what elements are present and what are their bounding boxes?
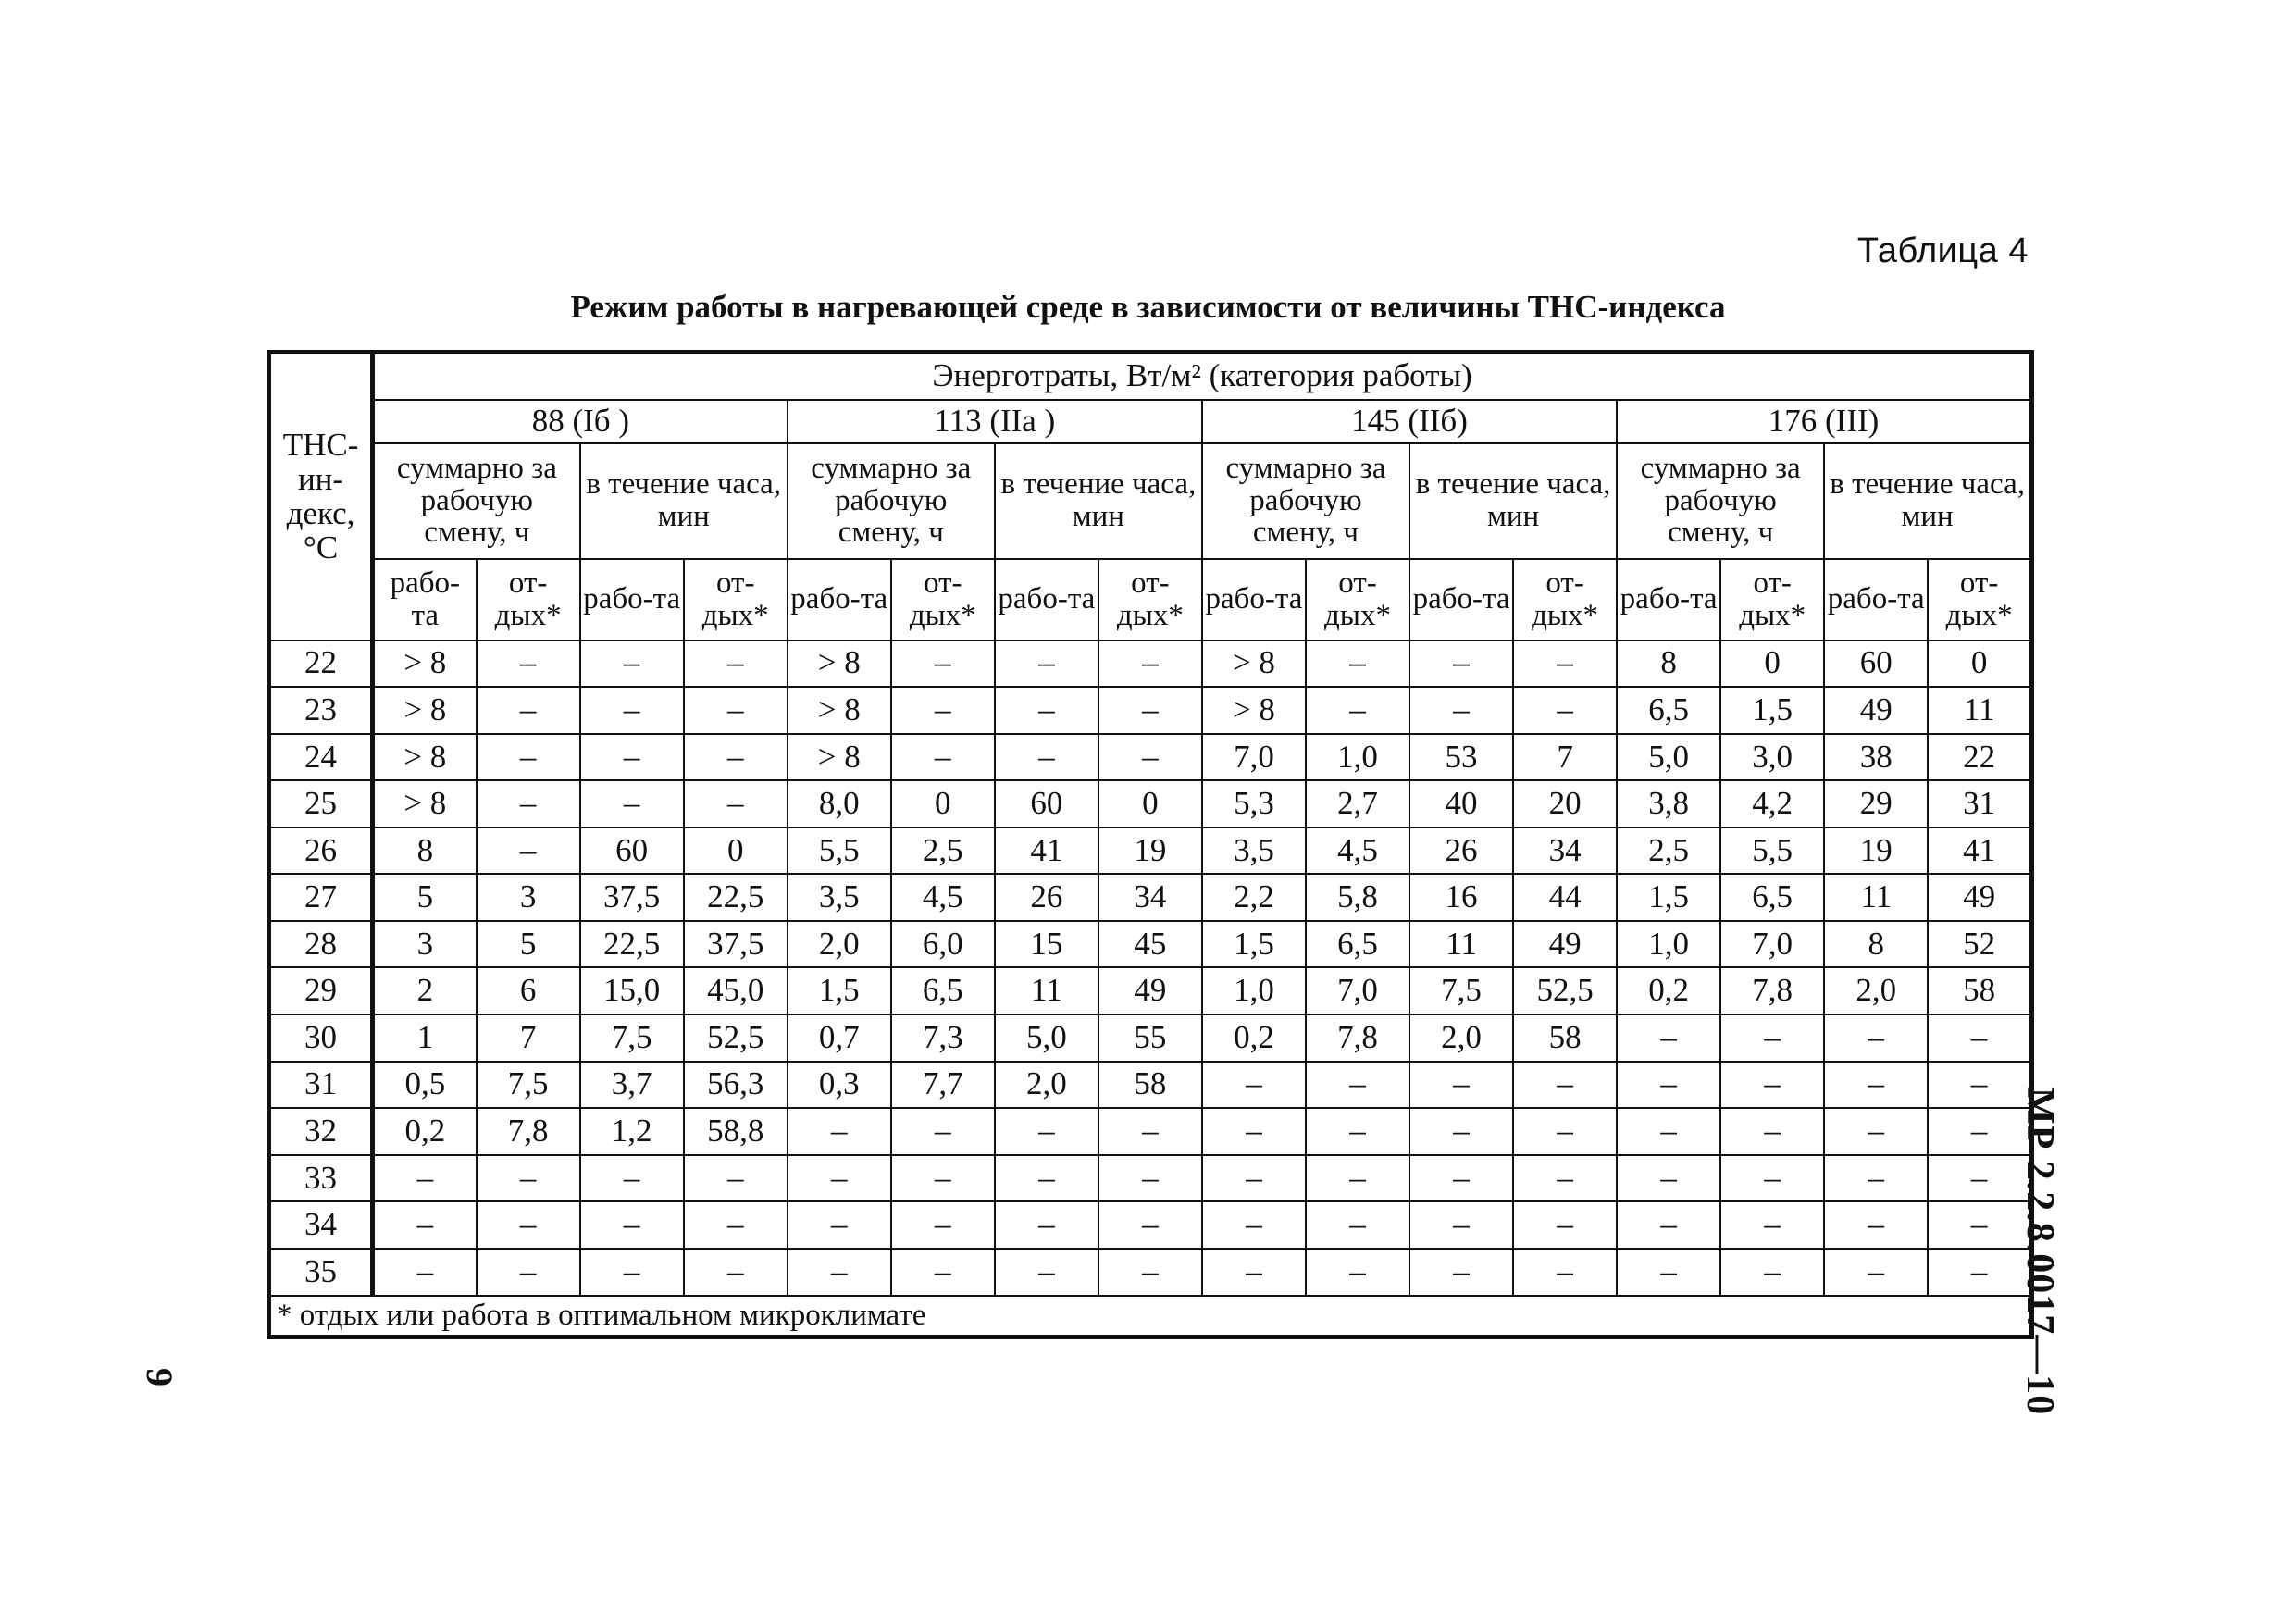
table-cell: – — [1720, 1014, 1824, 1062]
table-cell: > 8 — [373, 780, 477, 827]
table-cell: 55 — [1098, 1014, 1202, 1062]
table-cell: 0,2 — [373, 1108, 477, 1155]
thc-index-cell: 26 — [269, 827, 373, 875]
work-header: рабо-та — [1617, 559, 1720, 641]
table-cell: 4,5 — [1306, 827, 1409, 875]
table-cell: – — [477, 734, 580, 781]
table-cell: – — [1824, 1155, 1928, 1202]
table-cell: 29 — [1824, 780, 1928, 827]
table-cell: 45 — [1098, 921, 1202, 968]
table-cell: 7,8 — [1306, 1014, 1409, 1062]
table-cell: – — [1306, 641, 1409, 688]
thc-index-cell: 29 — [269, 967, 373, 1014]
table-row — [269, 1108, 2032, 1155]
table-cell: – — [580, 1249, 684, 1296]
table-cell: – — [1098, 1108, 1202, 1155]
table-cell: 5 — [373, 874, 477, 921]
table-cell: 40 — [1409, 780, 1513, 827]
table-cell: 19 — [1824, 827, 1928, 875]
table-cell: 7,5 — [580, 1014, 684, 1062]
table-cell: – — [1098, 1201, 1202, 1249]
table-row — [269, 687, 2032, 734]
shift-total-header: суммарно за рабочую смену, ч — [373, 443, 580, 559]
table-cell: 37,5 — [684, 921, 788, 968]
table-title: Режим работы в нагревающей среде в зависимости от величины ТНС-индекса — [570, 289, 1726, 325]
table-cell: – — [1720, 1062, 1824, 1109]
table-cell: – — [788, 1155, 891, 1202]
table-cell: – — [1098, 641, 1202, 688]
table-cell: – — [580, 1201, 684, 1249]
table-cell: 1,0 — [1202, 967, 1306, 1014]
table-cell: – — [1098, 1155, 1202, 1202]
table-cell: 7,7 — [891, 1062, 995, 1109]
table-cell: – — [1513, 1201, 1617, 1249]
table-cell: – — [580, 734, 684, 781]
table-cell: – — [1409, 1249, 1513, 1296]
energy-header: Энерготраты, Вт/м² (категория работы) — [373, 353, 2032, 400]
work-header: рабо-та — [995, 559, 1098, 641]
table-cell: – — [373, 1249, 477, 1296]
table-cell: 1 — [373, 1014, 477, 1062]
table-cell: – — [1824, 1108, 1928, 1155]
table-cell: 0 — [684, 827, 788, 875]
table-cell: 26 — [995, 874, 1098, 921]
table-cell: – — [580, 1155, 684, 1202]
table-cell: – — [891, 687, 995, 734]
rest-header: от-дых* — [1306, 559, 1409, 641]
table-cell: – — [1409, 641, 1513, 688]
table-cell: 44 — [1513, 874, 1617, 921]
table-cell: 8 — [373, 827, 477, 875]
table-number-label: Таблица 4 — [1856, 231, 2029, 270]
thc-index-cell: 24 — [269, 734, 373, 781]
table-cell: – — [995, 1155, 1098, 1202]
table-cell: – — [1409, 1108, 1513, 1155]
table-cell: – — [1928, 1062, 2031, 1109]
table-cell: 49 — [1513, 921, 1617, 968]
table-cell: 5,8 — [1306, 874, 1409, 921]
table-cell: 60 — [995, 780, 1098, 827]
table-cell: – — [1306, 1108, 1409, 1155]
table-cell: 0,7 — [788, 1014, 891, 1062]
table-cell: 0 — [1098, 780, 1202, 827]
table-cell: – — [1409, 1201, 1513, 1249]
table-cell: 8,0 — [788, 780, 891, 827]
table-cell: – — [1202, 1062, 1306, 1109]
table-cell: 3,5 — [1202, 827, 1306, 875]
table-cell: 5,3 — [1202, 780, 1306, 827]
table-cell: 11 — [995, 967, 1098, 1014]
table-cell: 2,0 — [788, 921, 891, 968]
shift-total-header: суммарно за рабочую смену, ч — [1202, 443, 1409, 559]
table-cell: 7,5 — [1409, 967, 1513, 1014]
table-cell: 1,5 — [1617, 874, 1720, 921]
thc-index-cell: 33 — [269, 1155, 373, 1202]
table-cell: 52,5 — [684, 1014, 788, 1062]
document-code: МР 2.2.8.0017—10 — [2018, 1088, 2061, 1416]
table-row — [269, 1201, 2032, 1249]
table-cell: – — [1617, 1108, 1720, 1155]
footnote: * отдых или работа в оптимальном микроклимате — [269, 1296, 2032, 1337]
table-cell: – — [891, 1108, 995, 1155]
table-cell: 11 — [1928, 687, 2031, 734]
table-cell: 41 — [995, 827, 1098, 875]
thc-index-cell: 34 — [269, 1201, 373, 1249]
table-cell: 3,8 — [1617, 780, 1720, 827]
table-cell: – — [1617, 1201, 1720, 1249]
table-cell: 53 — [1409, 734, 1513, 781]
table-cell: 7,8 — [1720, 967, 1824, 1014]
rest-header: от-дых* — [1098, 559, 1202, 641]
table-cell: 8 — [1824, 921, 1928, 968]
table-cell: – — [1306, 687, 1409, 734]
table-cell: 5,0 — [1617, 734, 1720, 781]
table-row — [269, 1249, 2032, 1296]
table-cell: – — [1306, 1062, 1409, 1109]
table-cell: 45,0 — [684, 967, 788, 1014]
table-cell: 0,2 — [1617, 967, 1720, 1014]
table-cell: – — [788, 1108, 891, 1155]
table-cell: – — [684, 734, 788, 781]
table-cell: 20 — [1513, 780, 1617, 827]
table-cell: 34 — [1098, 874, 1202, 921]
table-cell: – — [1928, 1249, 2031, 1296]
table-cell: 2,5 — [891, 827, 995, 875]
table-cell: 8 — [1617, 641, 1720, 688]
table-cell: – — [891, 1201, 995, 1249]
per-hour-header: в течение часа, мин — [1409, 443, 1617, 559]
table-cell: – — [788, 1201, 891, 1249]
thc-index-cell: 25 — [269, 780, 373, 827]
table-cell: – — [1513, 1155, 1617, 1202]
table-cell: 0 — [1720, 641, 1824, 688]
shift-total-header: суммарно за рабочую смену, ч — [1617, 443, 1824, 559]
table-cell: 15,0 — [580, 967, 684, 1014]
table-cell: – — [1513, 1108, 1617, 1155]
table-cell: 6,5 — [1720, 874, 1824, 921]
table-cell: – — [891, 734, 995, 781]
table-cell: – — [788, 1249, 891, 1296]
table-cell: 2 — [373, 967, 477, 1014]
table-cell: 22,5 — [684, 874, 788, 921]
table-cell: 0,3 — [788, 1062, 891, 1109]
table-cell: 22 — [1928, 734, 2031, 781]
thc-index-cell: 27 — [269, 874, 373, 921]
work-header: рабо-та — [1409, 559, 1513, 641]
rest-header: от-дых* — [1513, 559, 1617, 641]
table-header — [269, 353, 2032, 641]
table-cell: 1,5 — [788, 967, 891, 1014]
table-cell: – — [995, 1201, 1098, 1249]
table-cell: – — [1720, 1108, 1824, 1155]
table-cell: 5,5 — [1720, 827, 1824, 875]
table-cell: 5,5 — [788, 827, 891, 875]
table-cell: 11 — [1409, 921, 1513, 968]
table-cell: 6,5 — [1306, 921, 1409, 968]
category-header: 176 (III) — [1617, 400, 2031, 443]
table-cell: 7,0 — [1720, 921, 1824, 968]
table-cell: 7,8 — [477, 1108, 580, 1155]
table-cell: – — [1098, 1249, 1202, 1296]
table-cell: 2,0 — [1409, 1014, 1513, 1062]
table-cell: – — [1513, 1062, 1617, 1109]
table-cell: – — [477, 641, 580, 688]
table-cell: – — [1928, 1108, 2031, 1155]
table-cell: 60 — [580, 827, 684, 875]
thc-index-cell: 35 — [269, 1249, 373, 1296]
table-cell: > 8 — [788, 641, 891, 688]
table-body — [269, 641, 2032, 1296]
table-cell: 4,2 — [1720, 780, 1824, 827]
table-cell: – — [580, 641, 684, 688]
table-cell: 7 — [477, 1014, 580, 1062]
per-hour-header: в течение часа, мин — [995, 443, 1202, 559]
table-cell: > 8 — [373, 734, 477, 781]
table-cell: – — [1098, 687, 1202, 734]
table-cell: – — [1513, 687, 1617, 734]
table-cell: 37,5 — [580, 874, 684, 921]
table-cell: – — [891, 1249, 995, 1296]
table-row — [269, 827, 2032, 875]
table-cell: – — [684, 687, 788, 734]
table-cell: 7 — [1513, 734, 1617, 781]
table-cell: – — [477, 1155, 580, 1202]
table-cell: – — [1617, 1155, 1720, 1202]
table-cell: 3 — [477, 874, 580, 921]
table-cell: > 8 — [1202, 641, 1306, 688]
table-cell: 31 — [1928, 780, 2031, 827]
thc-index-cell: 23 — [269, 687, 373, 734]
table-cell: > 8 — [373, 641, 477, 688]
table-cell: > 8 — [373, 687, 477, 734]
table-cell: – — [684, 1249, 788, 1296]
table-row — [269, 921, 2032, 968]
table-cell: 22,5 — [580, 921, 684, 968]
table-cell: – — [1306, 1249, 1409, 1296]
table-cell: 2,0 — [1824, 967, 1928, 1014]
table-cell: – — [1409, 1155, 1513, 1202]
table-row — [269, 734, 2032, 781]
table-cell: 1,0 — [1617, 921, 1720, 968]
table-row — [269, 1014, 2032, 1062]
table-row — [269, 1062, 2032, 1109]
table-cell: – — [1617, 1014, 1720, 1062]
table-cell: – — [1202, 1201, 1306, 1249]
table-cell: – — [891, 641, 995, 688]
table-cell: 3 — [373, 921, 477, 968]
table-cell: 6 — [477, 967, 580, 1014]
table-cell: 1,0 — [1306, 734, 1409, 781]
table-cell: – — [684, 780, 788, 827]
table-cell: – — [373, 1155, 477, 1202]
work-header: рабо-та — [1202, 559, 1306, 641]
table-cell: 49 — [1928, 874, 2031, 921]
table-cell: 6,0 — [891, 921, 995, 968]
table-cell: 5,0 — [995, 1014, 1098, 1062]
table-cell: 34 — [1513, 827, 1617, 875]
per-hour-header: в течение часа, мин — [1824, 443, 2031, 559]
table-cell: – — [891, 1155, 995, 1202]
table-cell: – — [580, 780, 684, 827]
work-header: рабо-та — [580, 559, 684, 641]
table-cell: 60 — [1824, 641, 1928, 688]
table-cell: – — [580, 687, 684, 734]
table-cell: 0,5 — [373, 1062, 477, 1109]
work-header: рабо-та — [373, 559, 477, 641]
table-cell: 58,8 — [684, 1108, 788, 1155]
table-row — [269, 874, 2032, 921]
table-cell: 52 — [1928, 921, 2031, 968]
table-cell: – — [995, 687, 1098, 734]
table-cell: – — [1617, 1249, 1720, 1296]
table-cell: – — [995, 641, 1098, 688]
category-header: 113 (IIа ) — [788, 400, 1202, 443]
table-cell: 2,2 — [1202, 874, 1306, 921]
table-cell: 5 — [477, 921, 580, 968]
table-cell: 16 — [1409, 874, 1513, 921]
table-cell: 4,5 — [891, 874, 995, 921]
rest-header: от-дых* — [477, 559, 580, 641]
page-number: 9 — [139, 1368, 180, 1387]
table-cell: 38 — [1824, 734, 1928, 781]
table-cell: 58 — [1513, 1014, 1617, 1062]
table-cell: – — [1409, 1062, 1513, 1109]
thc-index-cell: 30 — [269, 1014, 373, 1062]
table-cell: 6,5 — [891, 967, 995, 1014]
table-cell: 7,0 — [1306, 967, 1409, 1014]
table-cell: – — [1928, 1014, 2031, 1062]
thc-index-cell: 32 — [269, 1108, 373, 1155]
table-cell: 26 — [1409, 827, 1513, 875]
table-cell: – — [995, 1108, 1098, 1155]
table-cell: 3,7 — [580, 1062, 684, 1109]
table-cell: 19 — [1098, 827, 1202, 875]
table-cell: – — [1513, 641, 1617, 688]
table-cell: – — [1306, 1201, 1409, 1249]
table-cell: 0 — [891, 780, 995, 827]
table-cell: 3,0 — [1720, 734, 1824, 781]
table-row — [269, 641, 2032, 688]
table-cell: 49 — [1824, 687, 1928, 734]
table-cell: – — [684, 1155, 788, 1202]
thc-index-cell: 31 — [269, 1062, 373, 1109]
rest-header: от-дых* — [891, 559, 995, 641]
table-cell: 0 — [1928, 641, 2031, 688]
table-cell: 1,5 — [1720, 687, 1824, 734]
table-cell: – — [1306, 1155, 1409, 1202]
rest-header: от-дых* — [684, 559, 788, 641]
category-header: 145 (IIб) — [1202, 400, 1617, 443]
table-cell: – — [684, 641, 788, 688]
table-cell: – — [1824, 1249, 1928, 1296]
table-cell: – — [1409, 687, 1513, 734]
table-cell: – — [1720, 1249, 1824, 1296]
table-cell: – — [477, 780, 580, 827]
table-cell: 7,3 — [891, 1014, 995, 1062]
thc-regime-table — [267, 350, 2034, 1339]
shift-total-header: суммарно за рабочую смену, ч — [788, 443, 995, 559]
table-cell: – — [1202, 1155, 1306, 1202]
table-cell: – — [1824, 1062, 1928, 1109]
work-header: рабо-та — [1824, 559, 1928, 641]
table-cell: > 8 — [788, 687, 891, 734]
table-cell: – — [1824, 1201, 1928, 1249]
table-cell: – — [684, 1201, 788, 1249]
table-cell: 15 — [995, 921, 1098, 968]
table-cell: 52,5 — [1513, 967, 1617, 1014]
table-cell: – — [1928, 1155, 2031, 1202]
index-column-header: ТНС-ин-декс, °С — [269, 353, 373, 641]
table-cell: 41 — [1928, 827, 2031, 875]
table-cell: > 8 — [788, 734, 891, 781]
table-cell: 7,0 — [1202, 734, 1306, 781]
table-cell: – — [1928, 1201, 2031, 1249]
category-header: 88 (Iб ) — [373, 400, 788, 443]
table-cell: 3,5 — [788, 874, 891, 921]
table-cell: – — [477, 1201, 580, 1249]
table-cell: – — [373, 1201, 477, 1249]
thc-index-cell: 22 — [269, 641, 373, 688]
table-cell: 1,5 — [1202, 921, 1306, 968]
table-cell: 0,2 — [1202, 1014, 1306, 1062]
table-cell: 7,5 — [477, 1062, 580, 1109]
work-header: рабо-та — [788, 559, 891, 641]
table-cell: – — [477, 1249, 580, 1296]
thc-index-cell: 28 — [269, 921, 373, 968]
table-cell: 6,5 — [1617, 687, 1720, 734]
table-cell: 2,5 — [1617, 827, 1720, 875]
table-cell: 49 — [1098, 967, 1202, 1014]
table-cell: – — [1202, 1249, 1306, 1296]
per-hour-header: в течение часа, мин — [580, 443, 788, 559]
table-cell: – — [1098, 734, 1202, 781]
table-cell: – — [477, 827, 580, 875]
table-cell: 58 — [1098, 1062, 1202, 1109]
table-cell: – — [1720, 1201, 1824, 1249]
table-row — [269, 1155, 2032, 1202]
table-row — [269, 967, 2032, 1014]
table-cell: – — [1202, 1108, 1306, 1155]
table-cell: 2,7 — [1306, 780, 1409, 827]
table-cell: 11 — [1824, 874, 1928, 921]
table-cell: – — [995, 1249, 1098, 1296]
table-cell: – — [1513, 1249, 1617, 1296]
table-cell: > 8 — [1202, 687, 1306, 734]
table-row — [269, 780, 2032, 827]
table-cell: 1,2 — [580, 1108, 684, 1155]
table-cell: – — [1824, 1014, 1928, 1062]
table-cell: – — [995, 734, 1098, 781]
rest-header: от-дых* — [1928, 559, 2031, 641]
rest-header: от-дых* — [1720, 559, 1824, 641]
table-cell: – — [1720, 1155, 1824, 1202]
table-cell: 58 — [1928, 967, 2031, 1014]
table-cell: – — [1617, 1062, 1720, 1109]
table-cell: 2,0 — [995, 1062, 1098, 1109]
table-cell: – — [477, 687, 580, 734]
table-cell: 56,3 — [684, 1062, 788, 1109]
